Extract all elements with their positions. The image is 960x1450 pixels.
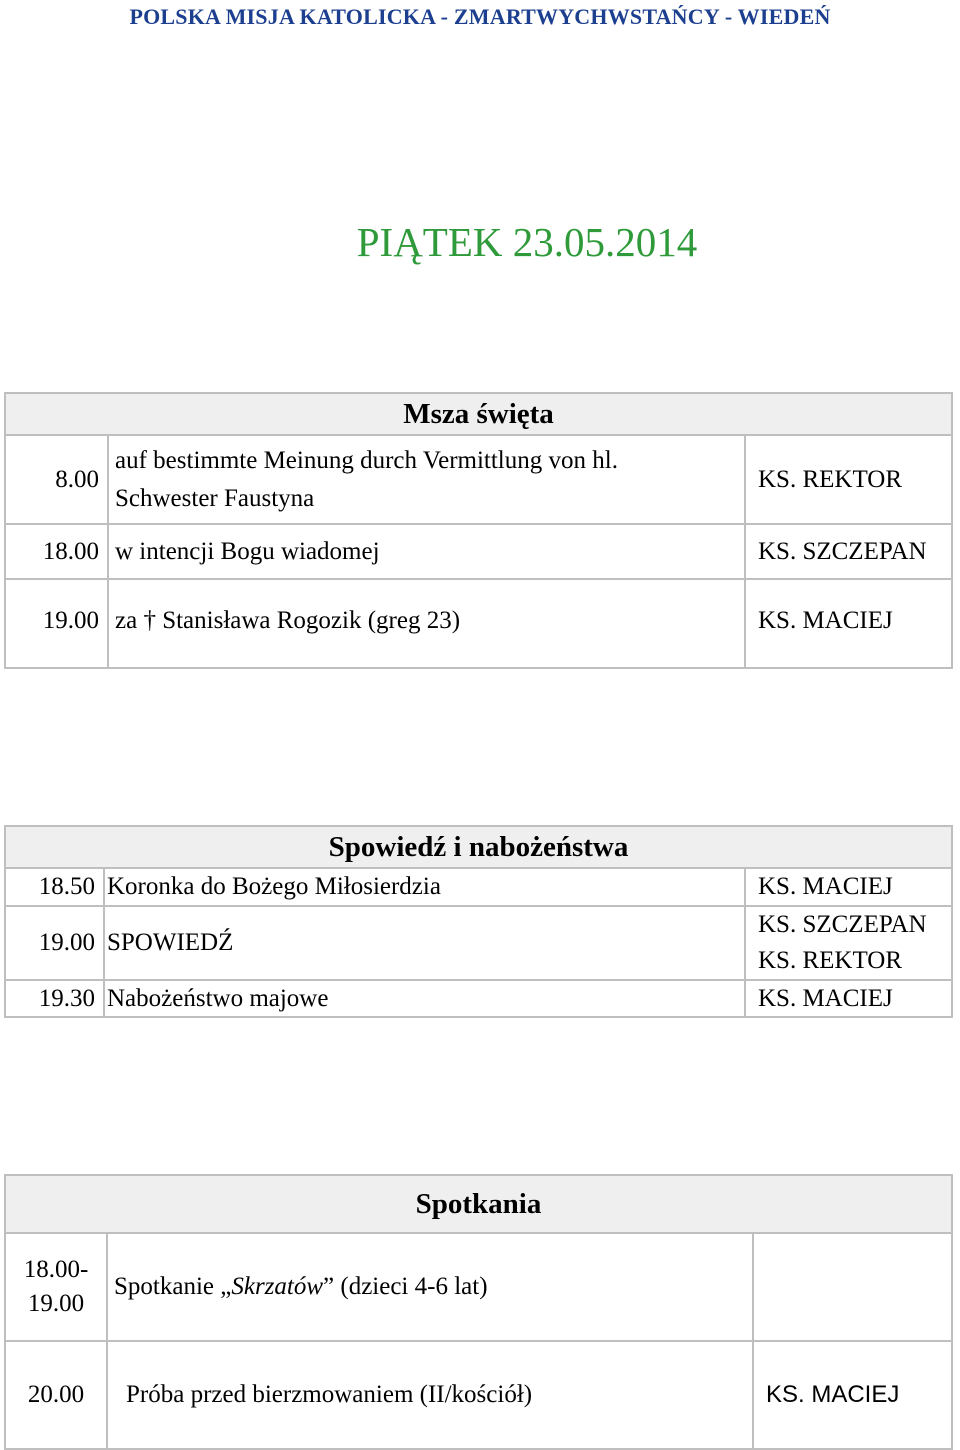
- meetings-section-title: Spotkania: [5, 1175, 952, 1233]
- day-title: PIĄTEK 23.05.2014: [356, 219, 698, 265]
- service-priest: KS. MACIEJ: [745, 868, 952, 906]
- service-time: 18.50: [5, 868, 104, 906]
- mass-table: [4, 392, 953, 669]
- services-section-title: Spowiedź i nabożeństwa: [5, 826, 952, 868]
- service-name: Nabożeństwo majowe: [104, 980, 745, 1017]
- service-time: 19.00: [5, 906, 104, 980]
- table-row: [5, 980, 952, 1017]
- meeting-priest: [753, 1233, 952, 1341]
- service-name: SPOWIEDŹ: [104, 906, 745, 980]
- meeting-time: 20.00: [5, 1341, 107, 1449]
- service-priest-name: KS. SZCZEPAN: [758, 911, 927, 938]
- table-row: [5, 1341, 952, 1449]
- table-row: [5, 1233, 952, 1341]
- service-time: 19.30: [5, 980, 104, 1017]
- mass-time: 8.00: [5, 435, 108, 524]
- table-row: [5, 524, 952, 579]
- service-priest: [745, 906, 952, 980]
- meeting-priest: KS. MACIEJ: [753, 1341, 952, 1449]
- meeting-time: [5, 1233, 107, 1341]
- page-header: POLSKA MISJA KATOLICKA - ZMARTWYCHWSTAŃCY - WIEDEŃ: [129, 4, 831, 29]
- table-row: [5, 868, 952, 906]
- mass-intention-line: Schwester Faustyna: [115, 484, 315, 512]
- service-priest-name: KS. REKTOR: [758, 947, 903, 974]
- service-name: Koronka do Bożego Miłosierdzia: [104, 868, 745, 906]
- mass-intention-line: auf bestimmte Meinung durch Vermittlung von hl.: [115, 446, 618, 474]
- mass-time: 18.00: [5, 524, 108, 579]
- meeting-time-start: 18.00-: [23, 1256, 89, 1283]
- mass-priest: KS. MACIEJ: [745, 579, 952, 668]
- meetings-table: [4, 1174, 953, 1450]
- mass-priest: KS. SZCZEPAN: [745, 524, 952, 579]
- table-row: [5, 435, 952, 524]
- table-row: [5, 906, 952, 980]
- meeting-name-prefix: Spotkanie „: [114, 1273, 232, 1300]
- services-table: [4, 825, 953, 1018]
- table-row: [5, 579, 952, 668]
- mass-priest: KS. REKTOR: [745, 435, 952, 524]
- meeting-name-italic: Skrzatów: [231, 1273, 324, 1300]
- mass-intention: [108, 435, 745, 524]
- mass-time: 19.00: [5, 579, 108, 668]
- meeting-name-suffix: ” (dzieci 4-6 lat): [323, 1273, 488, 1300]
- meeting-name: [107, 1233, 753, 1341]
- mass-intention: w intencji Bogu wiadomej: [108, 524, 745, 579]
- service-priest: KS. MACIEJ: [745, 980, 952, 1017]
- meeting-time-end: 19.00: [27, 1290, 85, 1317]
- meeting-name: Próba przed bierzmowaniem (II/kościół): [107, 1341, 753, 1449]
- mass-intention: za † Stanisława Rogozik (greg 23): [108, 579, 745, 668]
- mass-section-title: Msza święta: [5, 393, 952, 435]
